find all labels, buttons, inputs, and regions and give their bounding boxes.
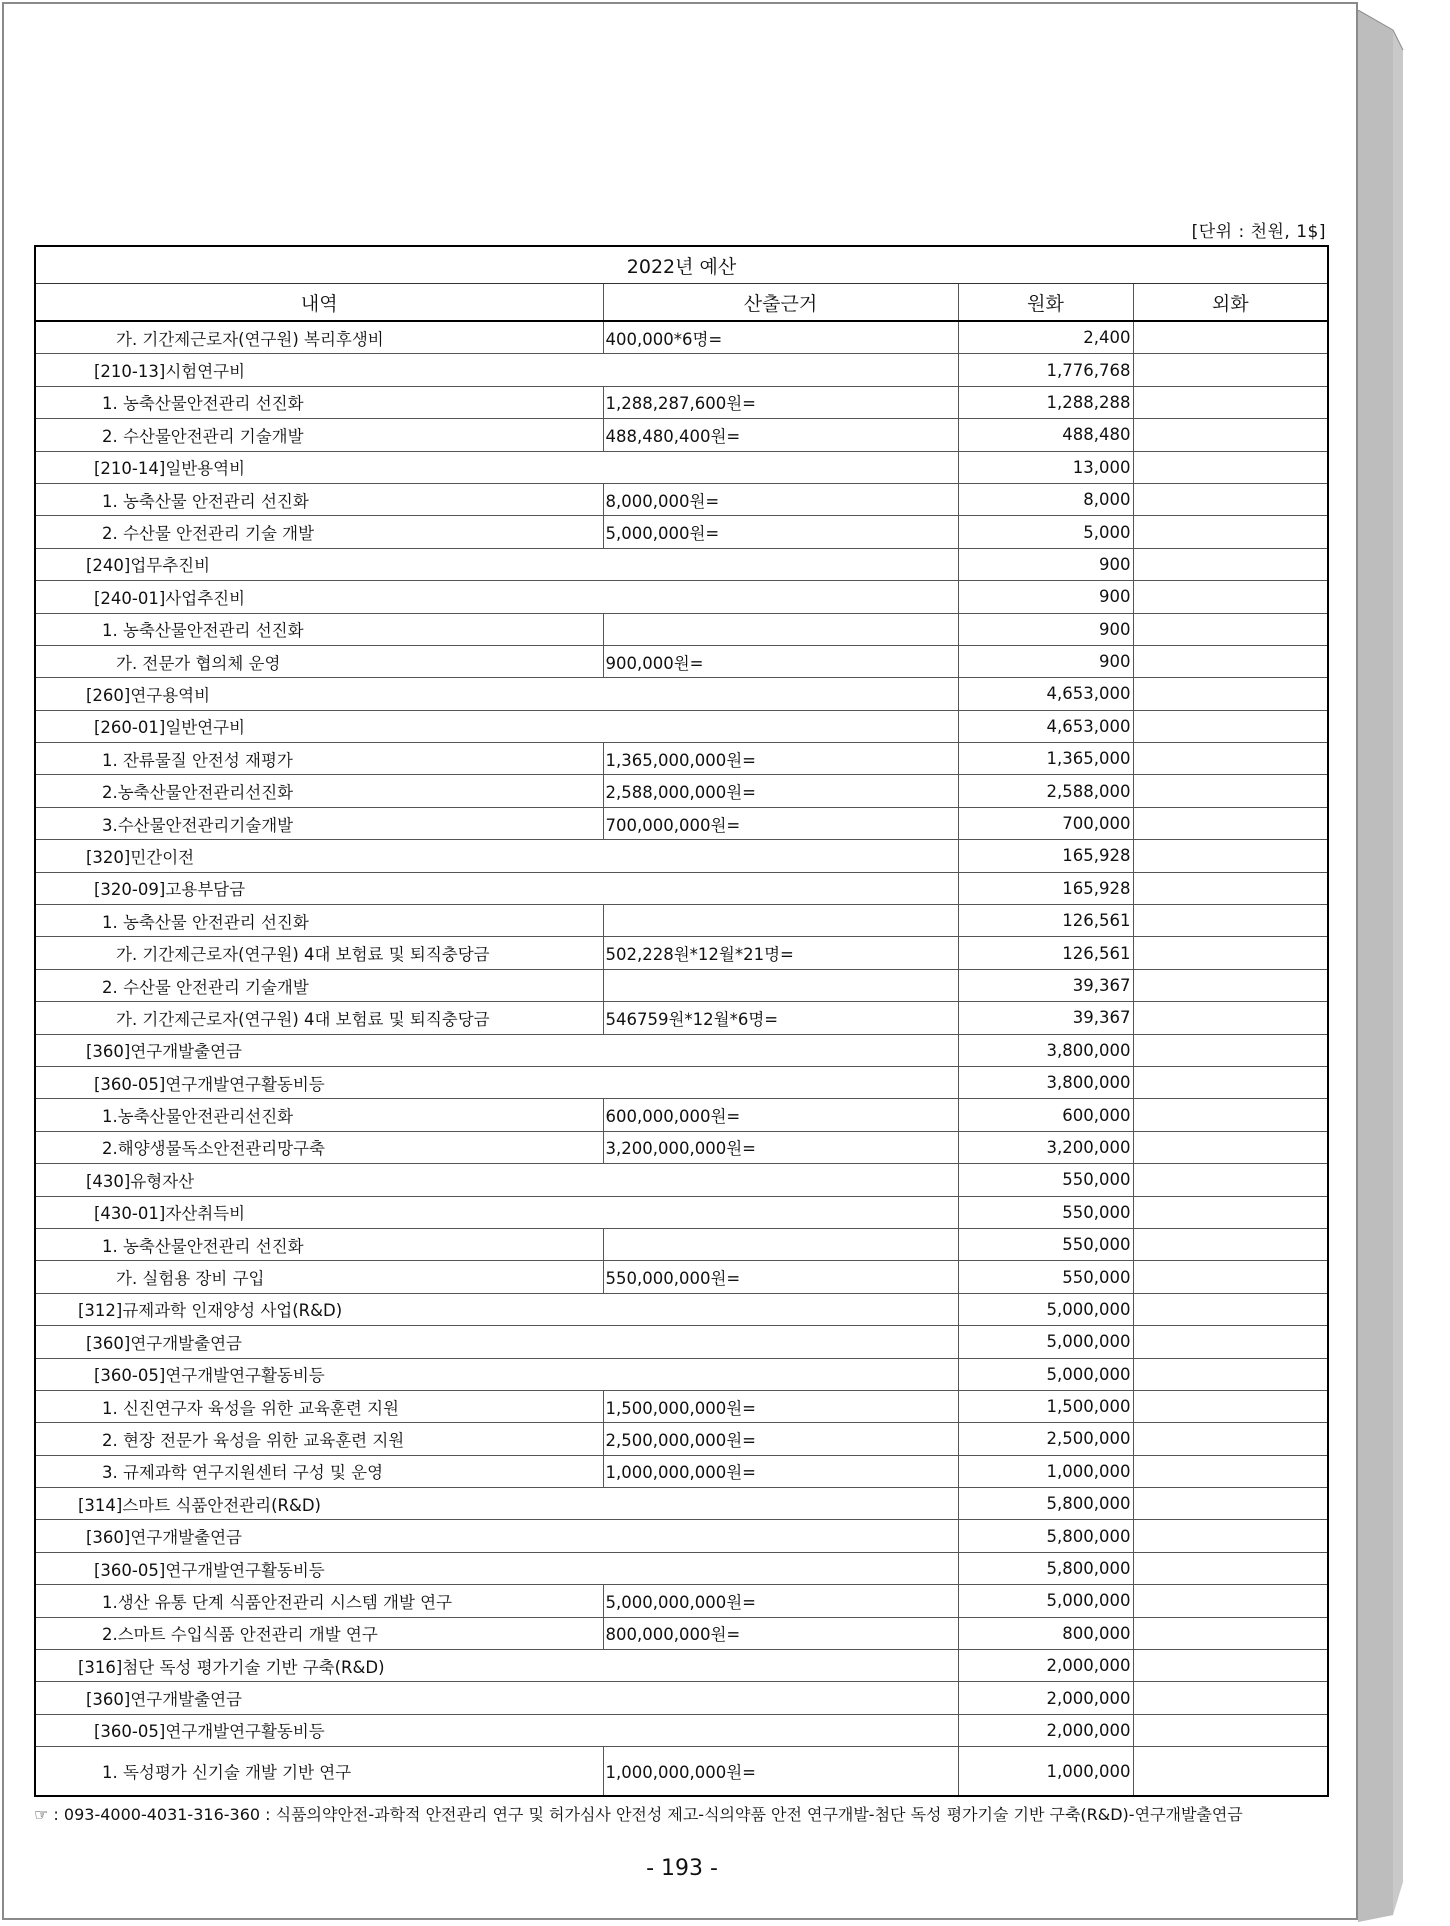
cell-item: 1. 농축산물 안전관리 선진화 (35, 905, 603, 937)
cell-item: 2. 수산물안전관리 기술개발 (35, 419, 603, 451)
cell-foreign (1133, 516, 1328, 548)
cell-krw: 2,500,000 (958, 1423, 1133, 1455)
cell-foreign (1133, 581, 1328, 613)
table-row (35, 1066, 1328, 1098)
table-row (35, 1390, 1328, 1422)
cell-krw: 126,561 (958, 905, 1133, 937)
cell-basis: 5,000,000원= (603, 516, 958, 548)
cell-foreign (1133, 905, 1328, 937)
cell-basis: 900,000원= (603, 645, 958, 677)
cell-foreign (1133, 678, 1328, 710)
cell-item: 1. 농축산물안전관리 선진화 (35, 613, 603, 645)
cell-basis: 600,000,000원= (603, 1099, 958, 1131)
cell-item: 2. 수산물 안전관리 기술 개발 (35, 516, 603, 548)
cell-foreign (1133, 1261, 1328, 1293)
cell-krw: 5,000 (958, 516, 1133, 548)
table-row (35, 1034, 1328, 1066)
table-row (35, 1552, 1328, 1584)
cell-foreign (1133, 1488, 1328, 1520)
cell-foreign (1133, 1747, 1328, 1797)
table-row (35, 321, 1328, 354)
cell-krw: 2,400 (958, 321, 1133, 354)
cell-basis: 550,000,000원= (603, 1261, 958, 1293)
cell-basis: 2,588,000,000원= (603, 775, 958, 807)
cell-item: [360-05]연구개발연구활동비등 (35, 1714, 958, 1746)
cell-foreign (1133, 1423, 1328, 1455)
cell-krw: 2,000,000 (958, 1714, 1133, 1746)
cell-foreign (1133, 1196, 1328, 1228)
cell-krw: 1,000,000 (958, 1455, 1133, 1487)
cell-krw: 900 (958, 613, 1133, 645)
cell-foreign (1133, 645, 1328, 677)
table-row (35, 581, 1328, 613)
table-row (35, 516, 1328, 548)
cell-basis: 800,000,000원= (603, 1617, 958, 1649)
table-row (35, 1326, 1328, 1358)
cell-basis: 5,000,000,000원= (603, 1585, 958, 1617)
cell-basis: 1,288,287,600원= (603, 386, 958, 418)
cell-krw: 165,928 (958, 840, 1133, 872)
cell-foreign (1133, 1682, 1328, 1714)
table-row (35, 905, 1328, 937)
cell-item: [314]스마트 식품안전관리(R&D) (35, 1488, 958, 1520)
cell-item: 2.스마트 수입식품 안전관리 개발 연구 (35, 1617, 603, 1649)
cell-krw: 1,776,768 (958, 354, 1133, 386)
cell-item: [210-14]일반용역비 (35, 451, 958, 483)
table-row (35, 1293, 1328, 1325)
table-row (35, 1261, 1328, 1293)
header-basis: 산출근거 (603, 284, 958, 322)
cell-basis (603, 613, 958, 645)
cell-basis (603, 1228, 958, 1260)
table-row (35, 1455, 1328, 1487)
cell-krw: 165,928 (958, 872, 1133, 904)
cell-krw: 8,000 (958, 483, 1133, 515)
cell-krw: 5,800,000 (958, 1552, 1133, 1584)
table-row (35, 613, 1328, 645)
table-row (35, 548, 1328, 580)
table-row (35, 1196, 1328, 1228)
cell-item: 가. 전문가 협의체 운영 (35, 645, 603, 677)
cell-krw: 5,800,000 (958, 1488, 1133, 1520)
cell-krw: 550,000 (958, 1261, 1133, 1293)
table-row (35, 1488, 1328, 1520)
cell-foreign (1133, 419, 1328, 451)
cell-krw: 2,000,000 (958, 1682, 1133, 1714)
cell-basis (603, 905, 958, 937)
table-row (35, 1650, 1328, 1682)
cell-foreign (1133, 1034, 1328, 1066)
table-title-row (35, 246, 1328, 284)
cell-item: 1. 독성평가 신기술 개발 기반 연구 (35, 1747, 603, 1797)
cell-krw: 2,000,000 (958, 1650, 1133, 1682)
header-foreign: 외화 (1133, 284, 1328, 322)
cell-foreign (1133, 840, 1328, 872)
cell-item: 3. 규제과학 연구지원센터 구성 및 운영 (35, 1455, 603, 1487)
page-number: - 193 - (646, 1856, 718, 1881)
cell-item: 1. 농축산물안전관리 선진화 (35, 386, 603, 418)
cell-item: [360-05]연구개발연구활동비등 (35, 1358, 958, 1390)
cell-basis: 502,228원*12월*21명= (603, 937, 958, 969)
cell-item: [210-13]시험연구비 (35, 354, 958, 386)
cell-foreign (1133, 321, 1328, 354)
cell-krw: 13,000 (958, 451, 1133, 483)
cell-item: 1. 농축산물 안전관리 선진화 (35, 483, 603, 515)
table-row (35, 969, 1328, 1001)
table-row (35, 483, 1328, 515)
cell-foreign (1133, 548, 1328, 580)
cell-foreign (1133, 1650, 1328, 1682)
table-row (35, 1358, 1328, 1390)
cell-foreign (1133, 613, 1328, 645)
cell-foreign (1133, 1326, 1328, 1358)
cell-krw: 5,000,000 (958, 1585, 1133, 1617)
cell-foreign (1133, 807, 1328, 839)
table-row (35, 840, 1328, 872)
cell-krw: 5,800,000 (958, 1520, 1133, 1552)
cell-item: 가. 실험용 장비 구입 (35, 1261, 603, 1293)
table-row (35, 937, 1328, 969)
cell-item: 1.생산 유통 단계 식품안전관리 시스템 개발 연구 (35, 1585, 603, 1617)
document-page (2, 2, 1358, 1920)
cell-basis: 1,365,000,000원= (603, 743, 958, 775)
cell-krw: 4,653,000 (958, 678, 1133, 710)
table-row (35, 678, 1328, 710)
cell-item: [360]연구개발출연금 (35, 1520, 958, 1552)
cell-krw: 550,000 (958, 1164, 1133, 1196)
cell-krw: 600,000 (958, 1099, 1133, 1131)
cell-foreign (1133, 451, 1328, 483)
cell-foreign (1133, 1617, 1328, 1649)
footnote: ☞ : 093-4000-4031-316-360 : 식품의약안전-과학적 안전관리 연구 및 허가심사 안전성 제고-식의약품 안전 연구개발-첨단 독성 평가기술 기반 구축(R&D)-연구개발출연금 (34, 1805, 1243, 1824)
cell-item: [360-05]연구개발연구활동비등 (35, 1066, 958, 1098)
cell-krw: 1,288,288 (958, 386, 1133, 418)
cell-item: [316]첨단 독성 평가기술 기반 구축(R&D) (35, 1650, 958, 1682)
cell-item: [260-01]일반연구비 (35, 710, 958, 742)
cell-basis: 1,500,000,000원= (603, 1390, 958, 1422)
table-row (35, 743, 1328, 775)
cell-basis (603, 969, 958, 1001)
cell-item: 2.해양생물독소안전관리망구축 (35, 1131, 603, 1163)
table-row (35, 1747, 1328, 1797)
cell-item: [320-09]고용부담금 (35, 872, 958, 904)
table-body (35, 321, 1328, 1796)
cell-basis: 3,200,000,000원= (603, 1131, 958, 1163)
cell-item: 1. 잔류물질 안전성 재평가 (35, 743, 603, 775)
cell-basis: 400,000*6명= (603, 321, 958, 354)
cell-item: [360-05]연구개발연구활동비등 (35, 1552, 958, 1584)
cell-item: 가. 기간제근로자(연구원) 4대 보험료 및 퇴직충당금 (35, 1002, 603, 1034)
table-row (35, 451, 1328, 483)
cell-item: [320]민간이전 (35, 840, 958, 872)
table-row (35, 807, 1328, 839)
cell-krw: 700,000 (958, 807, 1133, 839)
table-row (35, 354, 1328, 386)
table-row (35, 1164, 1328, 1196)
cell-item: 가. 기간제근로자(연구원) 4대 보험료 및 퇴직충당금 (35, 937, 603, 969)
table-row (35, 645, 1328, 677)
table-row (35, 872, 1328, 904)
cell-basis: 488,480,400원= (603, 419, 958, 451)
cell-item: [430]유형자산 (35, 1164, 958, 1196)
cell-foreign (1133, 1002, 1328, 1034)
page-edge-shadow (1358, 10, 1408, 1922)
table-row (35, 1585, 1328, 1617)
cell-item: [240]업무추진비 (35, 548, 958, 580)
cell-foreign (1133, 1390, 1328, 1422)
cell-foreign (1133, 1066, 1328, 1098)
cell-krw: 3,800,000 (958, 1066, 1133, 1098)
cell-item: 2. 현장 전문가 육성을 위한 교육훈련 지원 (35, 1423, 603, 1455)
cell-basis: 8,000,000원= (603, 483, 958, 515)
cell-item: [360]연구개발출연금 (35, 1326, 958, 1358)
table-row (35, 1228, 1328, 1260)
unit-note: [단위 : 천원, 1$] (1191, 222, 1326, 242)
table-row (35, 1099, 1328, 1131)
table-row (35, 775, 1328, 807)
cell-foreign (1133, 937, 1328, 969)
cell-item: 가. 기간제근로자(연구원) 복리후생비 (35, 321, 603, 354)
cell-foreign (1133, 1552, 1328, 1584)
header-krw: 원화 (958, 284, 1133, 322)
cell-krw: 900 (958, 548, 1133, 580)
cell-foreign (1133, 1164, 1328, 1196)
cell-foreign (1133, 743, 1328, 775)
cell-item: [430-01]자산취득비 (35, 1196, 958, 1228)
cell-krw: 550,000 (958, 1228, 1133, 1260)
cell-foreign (1133, 1293, 1328, 1325)
cell-krw: 39,367 (958, 1002, 1133, 1034)
cell-foreign (1133, 969, 1328, 1001)
cell-krw: 1,500,000 (958, 1390, 1133, 1422)
cell-foreign (1133, 354, 1328, 386)
cell-krw: 550,000 (958, 1196, 1133, 1228)
cell-foreign (1133, 710, 1328, 742)
table-row (35, 1520, 1328, 1552)
table-row (35, 1617, 1328, 1649)
table-row (35, 710, 1328, 742)
table-title: 2022년 예산 (35, 246, 1328, 284)
cell-krw: 900 (958, 581, 1133, 613)
table-header-row (35, 284, 1328, 322)
cell-foreign (1133, 1358, 1328, 1390)
budget-table (34, 245, 1329, 1797)
cell-krw: 5,000,000 (958, 1293, 1133, 1325)
table-row (35, 419, 1328, 451)
cell-krw: 5,000,000 (958, 1326, 1133, 1358)
table-row (35, 386, 1328, 418)
table-row (35, 1131, 1328, 1163)
cell-krw: 3,200,000 (958, 1131, 1133, 1163)
cell-foreign (1133, 775, 1328, 807)
cell-krw: 1,000,000 (958, 1747, 1133, 1797)
cell-krw: 4,653,000 (958, 710, 1133, 742)
cell-item: 1.농축산물안전관리선진화 (35, 1099, 603, 1131)
cell-item: [240-01]사업추진비 (35, 581, 958, 613)
cell-krw: 2,588,000 (958, 775, 1133, 807)
cell-foreign (1133, 1099, 1328, 1131)
cell-item: 2. 수산물 안전관리 기술개발 (35, 969, 603, 1001)
cell-item: 1. 신진연구자 육성을 위한 교육훈련 지원 (35, 1390, 603, 1422)
cell-foreign (1133, 483, 1328, 515)
cell-foreign (1133, 1228, 1328, 1260)
cell-krw: 488,480 (958, 419, 1133, 451)
cell-krw: 3,800,000 (958, 1034, 1133, 1066)
cell-krw: 800,000 (958, 1617, 1133, 1649)
cell-foreign (1133, 386, 1328, 418)
cell-item: [260]연구용역비 (35, 678, 958, 710)
table-row (35, 1002, 1328, 1034)
cell-krw: 126,561 (958, 937, 1133, 969)
cell-foreign (1133, 1131, 1328, 1163)
cell-basis: 1,000,000,000원= (603, 1747, 958, 1797)
cell-item: [360]연구개발출연금 (35, 1034, 958, 1066)
cell-krw: 1,365,000 (958, 743, 1133, 775)
cell-item: 2.농축산물안전관리선진화 (35, 775, 603, 807)
cell-foreign (1133, 872, 1328, 904)
cell-item: [312]규제과학 인재양성 사업(R&D) (35, 1293, 958, 1325)
cell-basis: 700,000,000원= (603, 807, 958, 839)
table-row (35, 1423, 1328, 1455)
cell-item: 1. 농축산물안전관리 선진화 (35, 1228, 603, 1260)
cell-foreign (1133, 1520, 1328, 1552)
cell-basis: 546759원*12월*6명= (603, 1002, 958, 1034)
cell-item: [360]연구개발출연금 (35, 1682, 958, 1714)
cell-krw: 5,000,000 (958, 1358, 1133, 1390)
cell-foreign (1133, 1714, 1328, 1746)
cell-foreign (1133, 1585, 1328, 1617)
table-row (35, 1682, 1328, 1714)
cell-krw: 900 (958, 645, 1133, 677)
table-row (35, 1714, 1328, 1746)
cell-foreign (1133, 1455, 1328, 1487)
header-item: 내역 (35, 284, 603, 322)
cell-krw: 39,367 (958, 969, 1133, 1001)
cell-basis: 1,000,000,000원= (603, 1455, 958, 1487)
cell-item: 3.수산물안전관리기술개발 (35, 807, 603, 839)
cell-basis: 2,500,000,000원= (603, 1423, 958, 1455)
